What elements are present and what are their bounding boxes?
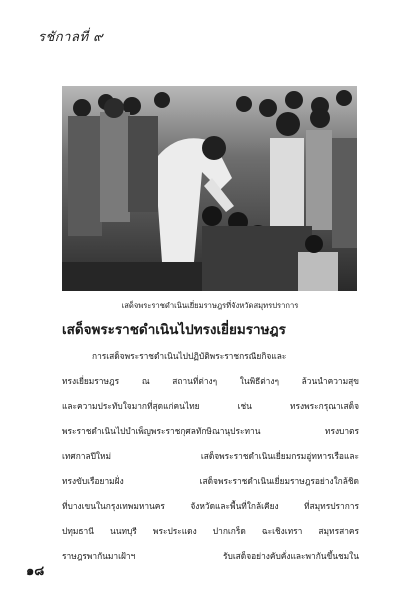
body-line: ปทุมธานี นนทบุรี พระประแดง ปากเกร็ด ฉะเชิงเทรา สมุทรสาคร: [62, 526, 359, 536]
body-line: ราษฎรพากันมาเฝ้าฯ รับเสด็จอย่างคับคั่งและพากันขึ้นชมใน: [62, 551, 359, 561]
body-line: ทรงเยี่ยมราษฎร ณ สถานที่ต่างๆ ในพิธีต่างๆ ล้วนนำความสุข: [62, 376, 359, 386]
section-heading: เสด็จพระราชดำเนินไปทรงเยี่ยมราษฎร: [62, 322, 286, 338]
body-line: ที่บางเขนในกรุงเทพมหานคร จังหวัดและพื้นที่ใกล้เคียง ที่สมุทรปราการ: [62, 501, 359, 511]
body-line: ทรงขับเรือยามฝั่ง เสด็จพระราชดำเนินเยี่ยมราษฎรอย่างใกล้ชิด: [62, 476, 359, 486]
body-line: พระราชดำเนินไปบำเพ็ญพระราชกุศลทักษิณานุประทาน ทรงบาตร: [62, 426, 359, 436]
photo-caption: เสด็จพระราชดำเนินเยี่ยมราษฎรที่จังหวัดสมุทรปราการ: [121, 301, 299, 310]
running-head: รชักาลที่ ๙: [38, 30, 104, 45]
page-number: ๑๘: [26, 564, 45, 579]
body-line: เทศกาลปีใหม่ เสด็จพระราชดำเนินเยี่ยมกรมอู่ทหารเรือและ: [62, 451, 359, 461]
body-line: และความประทับใจมากที่สุดแก่คนไทย เช่น ทรงพระกรุณาเสด็จ: [62, 401, 359, 411]
photo-illustration: [62, 86, 357, 291]
body-line: การเสด็จพระราชดำเนินไปปฏิบัติพระราชกรณียกิจและ: [92, 351, 287, 361]
photo-king-greeting-crowd: [62, 86, 357, 291]
